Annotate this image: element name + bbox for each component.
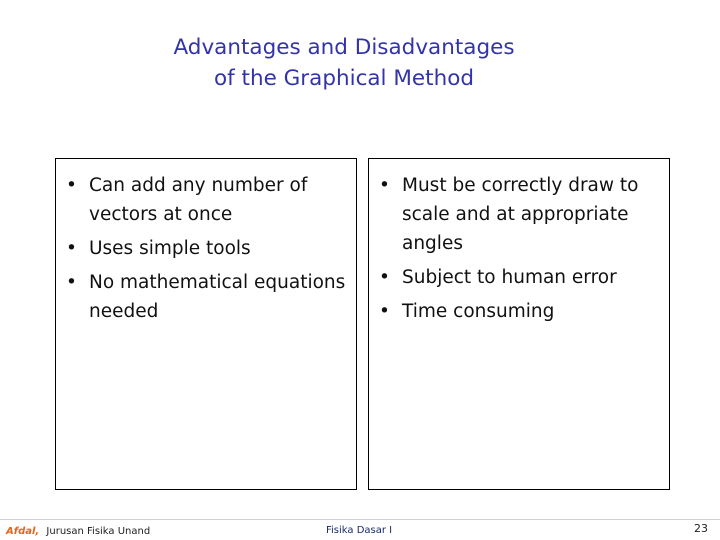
page-number: 23	[694, 522, 708, 535]
bullet-icon: •	[379, 175, 390, 196]
footer-author	[6, 526, 150, 538]
disadvantages-list	[369, 159, 669, 326]
bullet-icon: •	[66, 238, 77, 259]
advantage-text: No mathematical equations needed	[89, 272, 346, 322]
advantage-item	[62, 268, 350, 326]
bullet-icon: •	[66, 175, 77, 196]
slide-title-line-1: Advantages and Disadvantages	[173, 35, 515, 60]
disadvantage-item	[375, 297, 663, 326]
disadvantage-text: Time consuming	[402, 301, 555, 322]
disadvantage-text: Subject to human error	[402, 267, 617, 288]
advantage-item	[62, 171, 350, 229]
bullet-icon: •	[379, 267, 390, 288]
footer-course: Fisika Dasar I	[326, 525, 393, 536]
advantage-text: Uses simple tools	[89, 238, 251, 259]
slide-title	[0, 32, 688, 94]
bullet-icon: •	[379, 301, 390, 322]
advantage-text: Can add any number of vectors at once	[89, 175, 308, 225]
disadvantage-item	[375, 263, 663, 292]
advantages-list	[56, 159, 356, 326]
slide-title-line-2: of the Graphical Method	[213, 66, 475, 91]
advantage-item	[62, 234, 350, 263]
disadvantage-text: Must be correctly draw to scale and at appropriate angles	[402, 175, 639, 254]
disadvantages-box	[368, 158, 670, 490]
author-name: Afdal,	[6, 526, 40, 537]
disadvantage-item	[375, 171, 663, 258]
footer-divider	[0, 519, 720, 520]
author-department: Jurusan Fisika Unand	[46, 526, 151, 537]
advantages-box	[55, 158, 357, 490]
bullet-icon: •	[66, 272, 77, 293]
